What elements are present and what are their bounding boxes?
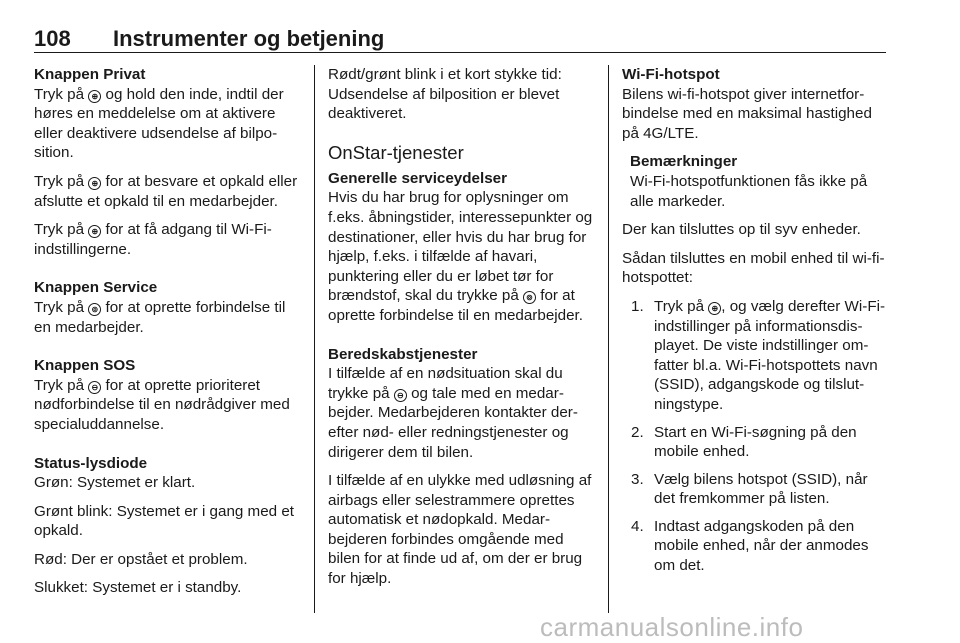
paragraph: Tryk på ⊚ for at oprette forbindelse til en medarbejder. <box>34 298 286 336</box>
list-item: 2. Start en Wi-Fi-søgning på den mobile enhed. <box>631 423 857 461</box>
column-divider <box>314 65 315 613</box>
status-item: Rød: Der er opstået et problem. <box>34 550 248 568</box>
heading-emergency-services: Beredskabstjenester <box>328 345 478 363</box>
list-item: 3. Vælg bilens hotspot (SSID), når det fremkommer på listen. <box>631 470 868 508</box>
chapter-title: Instrumenter og betjening <box>113 26 385 51</box>
paragraph: Tryk på ⊕ og hold den inde, indtil der høres en meddelelse om at aktivere eller deaktivere udsendelse af bilposition. <box>34 85 284 162</box>
onstar-button-icon: ⊕ <box>88 177 101 190</box>
onstar-button-icon: ⊕ <box>88 90 101 103</box>
onstar-button-icon: ⊕ <box>88 225 101 238</box>
list-item: 4. Indtast adgangskoden på den mobile enhed, når der anmodes om det. <box>631 517 869 575</box>
onstar-button-icon: ⊕ <box>708 302 721 315</box>
page-header <box>34 26 886 53</box>
paragraph: Tryk på ⊖ for at oprette prioriteret nødforbindelse til en nødrådgiver med specialuddannelse. <box>34 376 290 433</box>
paragraph: Der kan tilsluttes op til syv enheder. <box>622 221 861 239</box>
paragraph: Bilens wi-fi-hotspot giver internetforbindelse med en maksimal hastighed på 4G/LTE. <box>622 85 872 142</box>
note-text: Wi-Fi-hotspotfunktionen fås ikke på alle markeder. <box>630 172 868 210</box>
step-number: 3. <box>631 470 644 488</box>
step-number: 2. <box>631 423 644 441</box>
status-item: Slukket: Systemet er i standby. <box>34 579 242 597</box>
paragraph: I tilfælde af en nødsituation skal du trykke på ⊖ og tale med en medarbejder. Medarbejderen kontakter derefter nød- eller redningstjenester og dirigerer dem til bilen. <box>328 365 578 461</box>
step-number: 1. <box>631 297 644 315</box>
section-title: OnStar-tjenester <box>328 141 464 163</box>
column-1 <box>34 65 300 598</box>
status-item: Grønt blink: Systemet er i gang med et opkald. <box>34 502 294 540</box>
heading-wifi-hotspot: Wi-Fi-hotspot <box>622 66 720 83</box>
column-3 <box>622 65 888 576</box>
status-item: Grøn: Systemet er klart. <box>34 474 196 492</box>
paragraph: I tilfælde af en ulykke med udløsning af airbags eller selestrammere oprettes automatisk et nødopkald. Medarbejderen forbindes omgående med bilen for at finde ud af, om der er brug for hjælp. <box>328 472 592 588</box>
heading-privat: Knappen Privat <box>34 66 146 83</box>
note-box <box>630 152 888 211</box>
sos-button-icon: ⊖ <box>88 381 101 394</box>
heading-sos: Knappen SOS <box>34 357 136 375</box>
paragraph: Tryk på ⊕ for at besvare et opkald eller afslutte et opkald til en medarbejder. <box>34 172 298 210</box>
paragraph: Rødt/grønt blink i et kort stykke tid: Udsendelse af bilposition er blevet deaktiveret. <box>328 66 562 123</box>
column-divider <box>608 65 609 613</box>
column-2 <box>328 65 593 589</box>
list-item: 1. Tryk på ⊕ , og vælg derefter Wi-Fi-indstillinger på informationsdisplayet. De viste indstillinger omfatter bl.a. Wi-Fi-hotspottets navn (SSID), adgangskode og tilslutningstype. <box>631 297 886 413</box>
heading-service: Knappen Service <box>34 279 158 297</box>
service-button-icon: ⊚ <box>523 291 536 304</box>
sos-button-icon: ⊖ <box>394 389 407 402</box>
heading-status-led: Status-lysdiode <box>34 454 148 472</box>
watermark: carmanualsonline.info <box>540 612 804 642</box>
step-number: 4. <box>631 517 644 535</box>
paragraph: Sådan tilsluttes en mobil enhed til wi-fi-hotspottet: <box>622 249 885 287</box>
paragraph: Tryk på ⊕ for at få adgang til Wi-Fi-indstillingerne. <box>34 221 272 258</box>
steps-list <box>622 297 888 576</box>
service-button-icon: ⊚ <box>88 303 101 316</box>
heading-general-services: Generelle serviceydelser <box>328 169 508 187</box>
page-number: 108 <box>34 26 71 51</box>
paragraph: Hvis du har brug for oplysninger om f.eks. åbningstider, interessepunkter og destinationer, eller hvis du har brug for hjælp, f.eks. i tilfælde af havari, punktering eller du er løbet tør for brændstof, skal du trykke på ⊚ for at oprette forbindelse til en medarbejder. <box>328 189 593 324</box>
note-heading: Bemærkninger <box>630 153 738 171</box>
